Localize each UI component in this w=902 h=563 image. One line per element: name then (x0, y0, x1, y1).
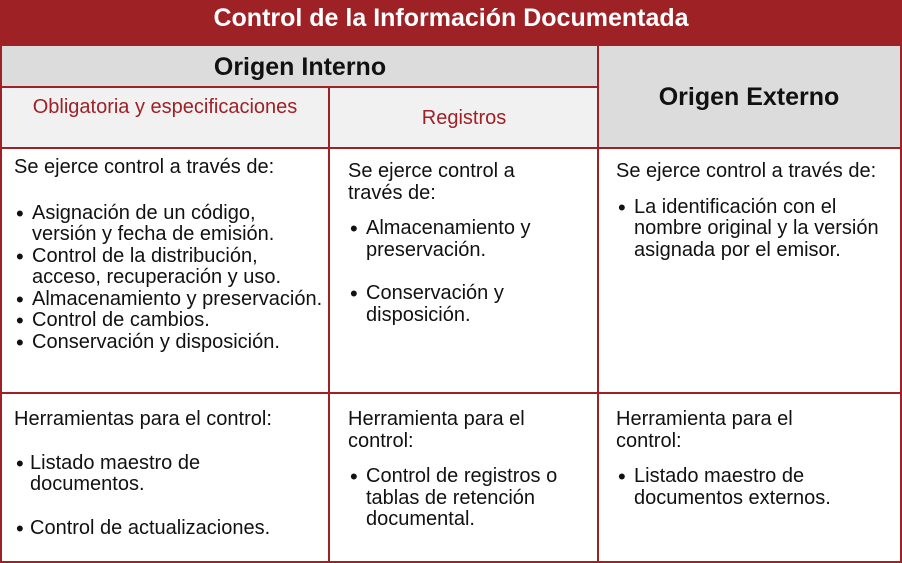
list-item: • Listado maestro de documentos externos. (616, 466, 874, 509)
subheader-mandatory (2, 88, 328, 148)
cell-control-records (348, 161, 573, 326)
list-item: • Almacenamiento y preservación. (348, 218, 573, 261)
divider-col-2 (597, 46, 599, 563)
subheader-mandatory-label: Obligatoria y especificaciones (32, 96, 298, 118)
list-item: • Control de la distribución, acceso, recuperación y uso. (14, 246, 324, 289)
list-item: • Control de cambios. (14, 310, 324, 332)
bullet-list (616, 197, 886, 262)
cell-tools-records (348, 409, 588, 531)
table-title: Control de la Información Documentada (0, 0, 902, 46)
list-item: • La identificación con el nombre original y la versión asignada por el emisor. (616, 197, 886, 262)
cell-control-external (616, 161, 886, 261)
cell-intro-text: Se ejerce control a través de: (348, 160, 515, 204)
list-item: • Almacenamiento y preservación. (14, 289, 324, 311)
header-internal-origin-label: Origen Interno (213, 53, 387, 81)
bullet-list (616, 466, 886, 509)
list-item: • Listado maestro de documentos. (14, 453, 230, 496)
bullet-list (348, 218, 573, 326)
divider-row (0, 392, 902, 394)
cell-intro-text: Se ejerce control a través de: (14, 156, 275, 178)
divider-header-bottom (0, 147, 902, 149)
bullet-list (14, 453, 324, 540)
cell-intro-text: Herramienta para el control: (348, 408, 525, 452)
cell-intro-text: Herramientas para el control: (14, 408, 272, 430)
cell-intro-text: Herramienta para el control: (616, 408, 793, 452)
list-item: • Asignación de un código, versión y fecha de emisión. (14, 203, 324, 246)
border-left (0, 46, 2, 563)
cell-intro-text: Se ejerce control a través de: (616, 160, 877, 182)
header-external-origin (598, 46, 900, 148)
subheader-records (330, 88, 598, 148)
divider-header-internal (0, 86, 598, 88)
divider-col-1 (328, 86, 330, 563)
list-item: • Control de actualizaciones. (14, 518, 324, 540)
list-item: • Conservación y disposición. (14, 332, 324, 354)
bullet-list (348, 466, 588, 531)
bullet-list (14, 203, 324, 354)
list-item: • Control de registros o tablas de retención documental. (348, 466, 581, 531)
cell-control-mandatory (14, 157, 324, 353)
cell-tools-external (616, 409, 886, 509)
subheader-records-label: Registros (421, 107, 507, 129)
header-internal-origin (2, 46, 598, 86)
cell-tools-mandatory (14, 409, 324, 539)
header-external-origin-label: Origen Externo (658, 83, 840, 111)
list-item: • Conservación y disposición. (348, 283, 573, 326)
